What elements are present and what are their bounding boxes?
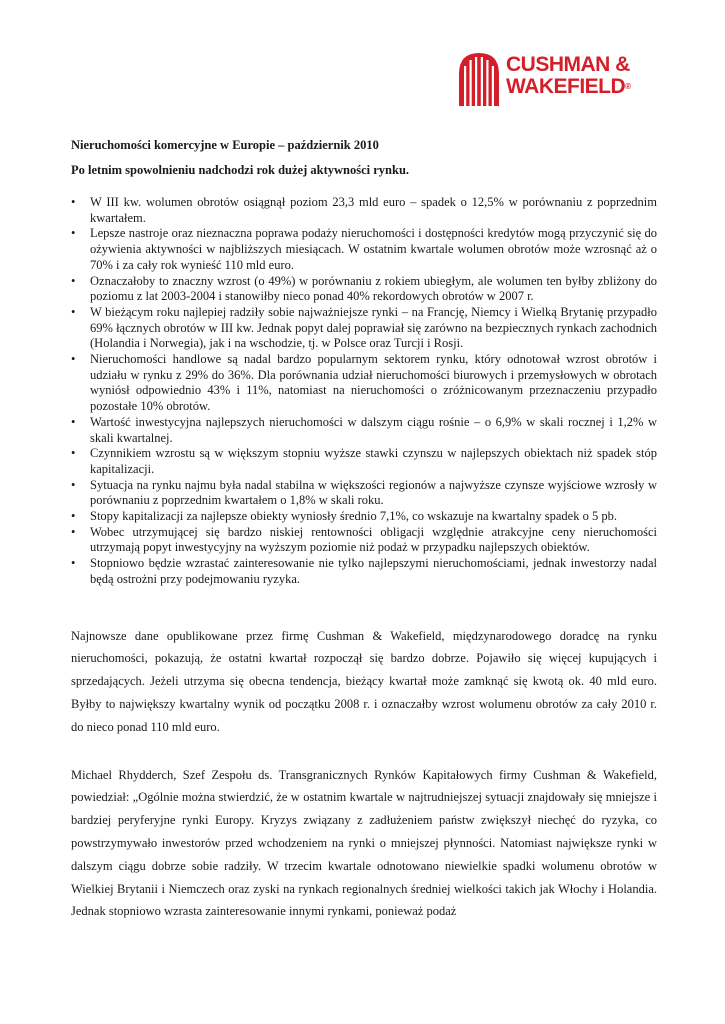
company-name-line-1: CUSHMAN & <box>506 53 630 76</box>
bullet-item: • Stopniowo będzie wzrastać zainteresowanie nie tylko najlepszymi nieruchomościami, jednak inwestorzy nadal będą ostrożni przy podejmowaniu ryzyka. <box>71 556 657 587</box>
bullet-item: • W III kw. wolumen obrotów osiągnął poziom 23,3 mld euro – spadek o 12,5% w porównaniu z poprzednim kwartałem. <box>71 195 657 226</box>
bullet-item: • Wobec utrzymującej się bardzo niskiej rentowności obligacji względnie atrakcyjne ceny nieruchomości utrzymają popyt inwestycyjny na wyższym poziomie niż podaż w przypadku najlepszych obiektów. <box>71 525 657 556</box>
bullet-item: • Wartość inwestycyjna najlepszych nieruchomości w dalszym ciągu rośnie – o 6,9% w skali rocznej i 1,2% w skali kwartalnej. <box>71 415 657 446</box>
document-title: Nieruchomości komercyjne w Europie – październik 2010 <box>71 138 379 152</box>
company-name <box>506 54 631 98</box>
bullet-item: • Oznaczałoby to znaczny wzrost (o 49%) w porównaniu z rokiem ubiegłym, ale wolumen ten byłby zbliżony do poziomu z lat 2003-2004 i stanowiłby nieco ponad 40% rekordowych obrotów w 2007 r. <box>71 274 657 305</box>
registered-mark: ® <box>625 82 631 91</box>
bullet-item: • Sytuacja na rynku najmu była nadal stabilna w większości regionów a najwyższe czynsze wyjściowe wzrosły w porównaniu z poprzednim kwartałem o 1,8% w skali roku. <box>71 478 657 509</box>
bullet-item: • Stopy kapitalizacji za najlepsze obiekty wyniosły średnio 7,1%, co wskazuje na kwartalny spadek o 5 pb. <box>71 509 657 525</box>
document-body <box>71 137 657 923</box>
cushman-wakefield-building-icon <box>457 50 501 106</box>
company-name-line-2: WAKEFIELD® <box>506 75 631 98</box>
body-paragraph: Michael Rhydderch, Szef Zespołu ds. Transgranicznych Rynków Kapitałowych firmy Cushman & Wakefield, powiedział: „Ogólnie można stwierdzić, że w ostatnim kwartale w najtrudniejszej sytuacji znajdowały się mniejsze i bardziej peryferyjne rynki Europy. Kryzys związany z zadłużeniem państw zwiększył niechęć do ryzyka, co powstrzymywało inwestorów przed wchodzeniem na rynki o mniejszej płynności. Natomiast największe rynki w dalszym ciągu dobrze sobie radziły. W trzecim kwartale odnotowano niewielkie spadki wolumenu obrotów w Wielkiej Brytanii i Niemczech oraz zyski na rynkach regionalnych średniej wielkości takich jak Włochy i Holandia. Jednak stopniowo wzrasta zainteresowanie innymi rynkami, ponieważ podaż <box>71 767 657 919</box>
bullet-item: • Nieruchomości handlowe są nadal bardzo popularnym sektorem rynku, który odnotował wzrost obrotów i udziału w rynku z 29% do 36%. Dla porównania udział nieruchomości biurowych i przemysłowych w obrotach wyniósł odpowiednio 43% i 11%, natomiast na nieruchomości o zróżnicowanym przeznaczeniu przypadło pozostałe 10% obrotów. <box>71 352 657 415</box>
bullet-item: • Czynnikiem wzrostu są w większym stopniu wyższe stawki czynszu w najlepszych obiektach niż spadek stóp kapitalizacji. <box>71 446 657 477</box>
bullet-item: • W bieżącym roku najlepiej radziły sobie najważniejsze rynki – na Francję, Niemcy i Wielką Brytanię przypadło 69% łącznych obrotów w III kw. Jednak popyt dalej poprawiał się zarówno na bezpiecznych rynkach zachodnich (Holandia i Norwegia), jak i na wschodzie, tj. w Polsce oraz Turcji i Rosji. <box>71 305 657 352</box>
summary-bullet-list <box>71 195 657 588</box>
body-paragraph: Najnowsze dane opublikowane przez firmę Cushman & Wakefield, międzynarodowego doradcę na rynku nieruchomości, pokazują, że ostatni kwartał rozpoczął się bardzo dobrze. Pojawiło się więcej kupujących i sprzedających. Jeżeli utrzyma się obecna tendencja, bieżący kwartał może zamknąć się kwotą ok. 40 mld euro. Byłby to największy kwartalny wynik od początku 2008 r. i oznaczałby wzrost wolumenu obrotów za cały 2010 r. do nieco ponad 110 mld euro. <box>71 628 657 734</box>
company-logo <box>457 50 662 106</box>
document-subtitle: Po letnim spowolnieniu nadchodzi rok dużej aktywności rynku. <box>71 163 410 177</box>
bullet-item: • Lepsze nastroje oraz nieznaczna poprawa podaży nieruchomości i dostępności kredytów mogą przyczynić się do ożywienia aktywności w najbliższych miesiącach. W ostatnim kwartale wolumen obrotów może wzrosnąć aż o 70% i za cały rok wynieść 110 mld euro. <box>71 226 657 273</box>
